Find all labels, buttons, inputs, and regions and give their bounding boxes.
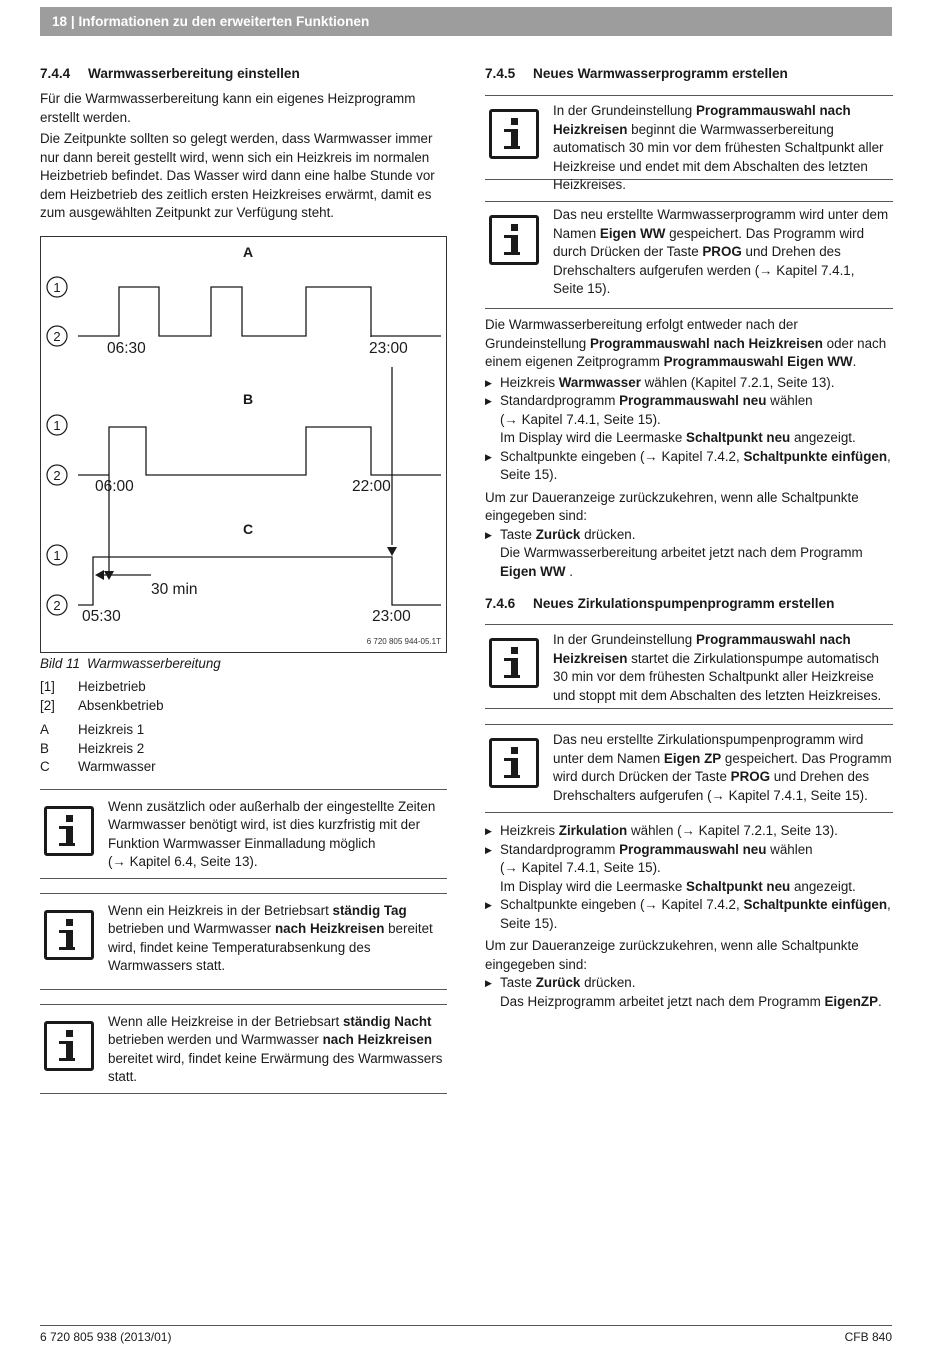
paragraph: Für die Warmwasserbereitung kann ein eigenes Heizprogramm erstellt werden. — [40, 91, 416, 125]
info-box: Das neu erstellte Warmwasserprogramm wird unter dem Namen Eigen WW gespeichert. Das Programm wird durch Drücken der Taste PROG und Drehen des Drehschalters aufgerufen werden (→ Kapitel 7.4.1, Seite 15). — [485, 202, 893, 309]
page-header: 18 | Informationen zu den erweiterten Funktionen — [40, 7, 892, 36]
legend-row: B Heizkreis 2 — [40, 740, 145, 756]
label-b: B — [242, 390, 254, 407]
footer-product: CFB 840 — [844, 1330, 892, 1344]
figure-code: 6 720 805 944-05.1T — [366, 636, 441, 646]
paragraph: Um zur Daueranzeige zurückzukehren, wenn alle Schaltpunkte eingegeben sind: — [485, 938, 859, 972]
marker-1-label: 1 — [53, 547, 61, 563]
info-icon — [44, 1021, 94, 1071]
time-c-end: 23:00 — [372, 607, 411, 625]
info-icon — [489, 738, 539, 788]
left-column — [40, 64, 447, 1094]
marker-1-label: 1 — [53, 417, 61, 433]
marker-2-label: 2 — [53, 467, 61, 483]
time-a-end: 23:00 — [369, 339, 408, 357]
step-list — [485, 374, 893, 485]
right-column — [485, 64, 893, 1011]
list-item: ▶ Heizkreis Warmwasser wählen (Kapitel 7.2.1, Seite 13). — [485, 374, 893, 393]
legend-row: C Warmwasser — [40, 759, 156, 774]
marker-2-label: 2 — [53, 597, 61, 613]
list-item: ▶ Heizkreis Zirkulation wählen (→ Kapitel 7.2.1, Seite 13). — [485, 822, 893, 841]
offset-label: 30 min — [151, 580, 198, 598]
info-box: Wenn zusätzlich oder außerhalb der eingestellte Zeiten Warmwasser benötigt wird, ist dies kurzfristig mit der Funktion Warmwasser Einmalladung möglich (→ Kapitel 6.4, Seite 13). — [40, 790, 447, 879]
figure-warmwasser — [40, 236, 447, 653]
step-list — [485, 526, 893, 582]
paragraph: Die Warmwasserbereitung erfolgt entweder nach der Grundeinstellung Programmauswahl nach Heizkreisen oder nach einem eigenen Zeitprogramm Programmauswahl Eigen WW. — [485, 317, 887, 369]
legend-row: A Heizkreis 1 — [40, 722, 145, 737]
info-box: Wenn alle Heizkreise in der Betriebsart ständig Nacht betrieben werden und Warmwasser nach Heizkreisen bereitet wird, findet keine Erwärmung des Warmwassers statt. — [40, 1005, 447, 1094]
list-item: ▶ Taste Zurück drücken. Das Heizprogramm arbeitet jetzt nach dem Programm EigenZP. — [485, 974, 893, 1011]
info-box: In der Grundeinstellung Programmauswahl nach Heizkreisen beginnt die Warmwasserbereitung automatisch 30 min vor dem frühesten Schaltpunkt aller Heizkreise und endet mit dem Abschalten des letzten Heizkreises. — [485, 96, 893, 180]
time-c-start: 05:30 — [82, 607, 121, 625]
info-box: Wenn ein Heizkreis in der Betriebsart ständig Tag betrieben und Warmwasser nach Heizkreisen bereitet wird, findet keine Temperaturabsenkung des Warmwassers statt. — [40, 894, 447, 990]
list-item: ▶ Standardprogramm Programmauswahl neu wählen (→ Kapitel 7.4.1, Seite 15). Im Display wird die Leermaske Schaltpunkt neu angezeigt. — [485, 841, 893, 897]
list-item: ▶ Schaltpunkte eingeben (→ Kapitel 7.4.2, Schaltpunkte einfügen, Seite 15). — [485, 448, 893, 485]
section-heading-7-4-4: 7.4.4 Warmwasserbereitung einstellen — [40, 66, 300, 81]
page-footer — [40, 1325, 892, 1347]
label-a: A — [242, 243, 254, 260]
info-box: In der Grundeinstellung Programmauswahl nach Heizkreisen startet die Zirkulationspumpe automatisch 30 min vor dem frühesten Schaltpunkt aller Heizkreise und stoppt mit dem Abschalten des letzten Heizkreises. — [485, 625, 893, 709]
label-c: C — [242, 520, 254, 537]
footer-doc-number: 6 720 805 938 (2013/01) — [40, 1330, 172, 1344]
list-item: ▶ Taste Zurück drücken. Die Warmwasserbereitung arbeitet jetzt nach dem Programm Eigen WW . — [485, 526, 893, 582]
list-item: ▶ Standardprogramm Programmauswahl neu wählen (→ Kapitel 7.4.1, Seite 15). Im Display wird die Leermaske Schaltpunkt neu angezeigt. — [485, 392, 893, 448]
info-icon — [44, 910, 94, 960]
legend-row: [2] Absenkbetrieb — [40, 697, 164, 713]
paragraph: Um zur Daueranzeige zurückzukehren, wenn alle Schaltpunkte eingegeben sind: — [485, 489, 859, 523]
legend-row: [1] Heizbetrieb — [40, 679, 146, 694]
marker-1-label: 1 — [53, 279, 61, 295]
time-b-end: 22:00 — [352, 477, 391, 495]
list-item: ▶ Schaltpunkte eingeben (→ Kapitel 7.4.2, Schaltpunkte einfügen, Seite 15). — [485, 896, 893, 933]
legend-table — [40, 678, 164, 777]
time-b-start: 06:00 — [95, 477, 134, 495]
info-icon — [489, 638, 539, 688]
section-heading-7-4-5: 7.4.5 Neues Warmwasserprogramm erstellen — [485, 66, 788, 81]
paragraph: Die Zeitpunkte sollten so gelegt werden, dass Warmwasser immer nur dann bereit gestellt wird, wenn sich ein Heizkreis im normalen Heizbetrieb befindet. Das Wasser wird dann eine halbe Stunde vor dem Heizbetrieb des zeitlich ersten Heizkreises erwärmt, damit es zum ausgewählten Zeitpunkt zur Verfügung steht. — [40, 131, 435, 220]
figure-caption: Bild 11 Warmwasserbereitung — [40, 655, 221, 671]
info-icon — [44, 806, 94, 856]
step-list — [485, 822, 893, 933]
time-a-start: 06:30 — [107, 339, 146, 357]
section-heading-7-4-6: 7.4.6 Neues Zirkulationspumpenprogramm erstellen — [485, 596, 835, 611]
info-icon — [489, 109, 539, 159]
info-icon — [489, 215, 539, 265]
info-box: Das neu erstellte Zirkulationspumpenprogramm wird unter dem Namen Eigen ZP gespeichert. Das Programm wird durch Drücken der Taste PROG und Drehen des Drehschalters aufgerufen (→ Kapitel 7.4.1, Seite 15). — [485, 725, 893, 813]
step-list — [485, 974, 893, 1011]
marker-2-label: 2 — [53, 328, 61, 344]
